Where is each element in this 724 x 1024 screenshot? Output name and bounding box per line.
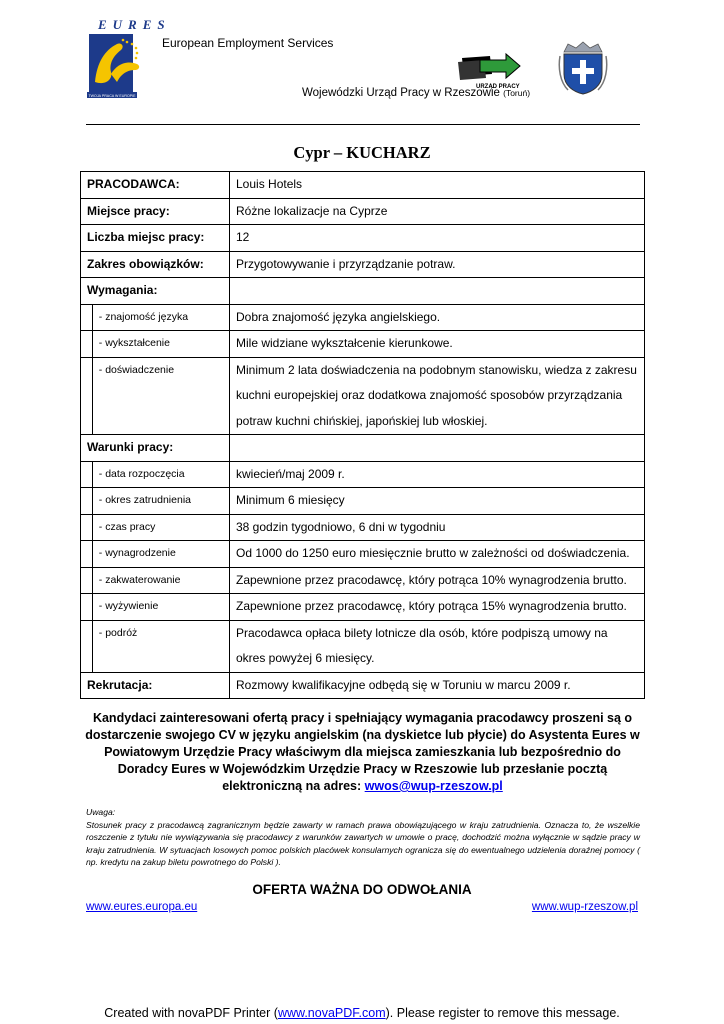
table-row — [81, 304, 645, 331]
note-heading: Uwaga: — [86, 807, 116, 817]
table-row — [81, 198, 645, 225]
eures-website-link[interactable]: www.eures.europa.eu — [86, 901, 198, 913]
requirements-label: Wymagania: — [81, 278, 230, 305]
condition-value: Pracodawca opłaca bilety lotnicze dla osób, które podpiszą umowy na okres powyżej 6 miesięcy. — [230, 620, 645, 672]
eures-wordmark: EURES — [98, 17, 171, 32]
condition-label: - czas pracy — [92, 514, 229, 541]
table-row — [81, 514, 645, 541]
condition-value: kwiecień/maj 2009 r. — [230, 461, 645, 488]
office-branch: (Toruń) — [503, 88, 531, 98]
table-row — [81, 251, 645, 278]
cta-text: Kandydaci zainteresowani ofertą pracy i spełniający wymagania pracodawcy proszeni są o dostarczenie swojego CV w języku angielskim (na dyskietce lub płycie) do Asystenta Eures w Powiatowym Urzędzie Pracy właściwym dla miejsca zamieszkania lub bezpośrednio do Doradcy Eures w Wojewódzkim Urzędzie Pracy w Rzeszowie lub przesłanie pocztą elektroniczną na adres: — [85, 711, 640, 793]
requirement-label: - doświadczenie — [92, 357, 229, 435]
table-row — [81, 172, 645, 199]
recruitment-label: Rekrutacja: — [81, 672, 230, 699]
wup-website-link[interactable]: www.wup-rzeszow.pl — [531, 901, 638, 913]
table-row — [81, 435, 645, 462]
table-row — [81, 331, 645, 358]
place-value: Różne lokalizacje na Cyprze — [230, 198, 645, 225]
count-label: Liczba miejsc pracy: — [81, 225, 230, 252]
employer-label: PRACODAWCA: — [81, 172, 230, 199]
service-name: European Employment Services — [162, 36, 334, 50]
requirement-label: - znajomość języka — [92, 304, 229, 331]
offer-validity: OFERTA WAŻNA DO ODWOŁANIA — [252, 882, 472, 897]
count-value: 12 — [230, 225, 645, 252]
offer-table — [80, 171, 645, 699]
requirements-empty — [230, 278, 645, 305]
conditions-label: Warunki pracy: — [81, 435, 230, 462]
condition-value: 38 godzin tygodniowo, 6 dni w tygodniu — [230, 514, 645, 541]
requirement-value: Minimum 2 lata doświadczenia na podobnym stanowisku, wiedza z zakresu kuchni europejskiej oraz dodatkowa znajomość sposobów przyrządzania potraw kuchni chińskiej, japońskiej lub włoskiej. — [230, 357, 645, 435]
condition-label: - data rozpoczęcia — [92, 461, 229, 488]
page-title: Cypr – KUCHARZ — [293, 143, 431, 162]
coat-of-arms — [558, 38, 608, 96]
contact-email-link[interactable]: wwos@wup-rzeszow.pl — [364, 779, 503, 793]
pdf-footer — [0, 1006, 724, 1020]
recruitment-value: Rozmowy kwalifikacyjne odbędą się w Toruniu w marcu 2009 r. — [230, 672, 645, 699]
requirement-value: Mile widziane wykształcenie kierunkowe. — [230, 331, 645, 358]
eures-tagline: TWOJA PRACA W EUROPIE — [88, 93, 136, 98]
place-label: Miejsce pracy: — [81, 198, 230, 225]
table-row — [81, 357, 645, 435]
condition-label: - podróż — [92, 620, 229, 672]
condition-value: Od 1000 do 1250 euro miesięcznie brutto w zależności od doświadczenia. — [230, 541, 645, 568]
conditions-empty — [230, 435, 645, 462]
eures-logo — [87, 20, 153, 100]
header-divider — [86, 124, 640, 125]
requirement-value: Dobra znajomość języka angielskiego. — [230, 304, 645, 331]
legal-note — [86, 806, 640, 869]
condition-label: - wyżywienie — [92, 594, 229, 621]
condition-label: - zakwaterowanie — [92, 567, 229, 594]
condition-value: Zapewnione przez pracodawcę, który potrąca 10% wynagrodzenia brutto. — [230, 567, 645, 594]
condition-label: - wynagrodzenie — [92, 541, 229, 568]
office-name-text: Wojewódzki Urząd Pracy w Rzeszowie — [302, 87, 500, 99]
table-row — [81, 567, 645, 594]
employer-value: Louis Hotels — [230, 172, 645, 199]
wup-logo — [456, 50, 522, 90]
table-row — [81, 672, 645, 699]
condition-label: - okres zatrudnienia — [92, 488, 229, 515]
condition-value: Minimum 6 miesięcy — [230, 488, 645, 515]
condition-value: Zapewnione przez pracodawcę, który potrąca 15% wynagrodzenia brutto. — [230, 594, 645, 621]
requirement-label: - wykształcenie — [92, 331, 229, 358]
table-row — [81, 278, 645, 305]
footer-suffix: ). Please register to remove this message. — [385, 1006, 620, 1020]
novapdf-link[interactable]: www.novaPDF.com — [277, 1006, 386, 1020]
wup-logo-text: URZĄD PRACY — [476, 84, 520, 90]
table-row — [81, 541, 645, 568]
table-row — [81, 225, 645, 252]
table-row — [81, 620, 645, 672]
table-row — [81, 594, 645, 621]
note-text: Stosunek pracy z pracodawcą zagranicznym będzie zawarty w ramach prawa obowiązującego w kraju zatrudnienia. Oznacza to, że wszelkie roszczenie z tytułu nie wywiązywania się pracodawcy z warunków zawartych w umowie o pracę, dochodzić można wyłącznie w sądzie pracy w kraju zatrudnienia. W sytuacjach losowych pomoc polskich placówek konsularnych ogranicza się do ewentualnego udzielenia doraźnej pomocy ( np. kredytu na zakup biletu powrotnego do Polski ). — [86, 819, 640, 867]
duties-label: Zakres obowiązków: — [81, 251, 230, 278]
footer-prefix: Created with novaPDF Printer ( — [104, 1006, 278, 1020]
application-instructions — [80, 710, 645, 795]
table-row — [81, 488, 645, 515]
duties-value: Przygotowywanie i przyrządzanie potraw. — [230, 251, 645, 278]
office-name — [302, 87, 530, 99]
table-row — [81, 461, 645, 488]
